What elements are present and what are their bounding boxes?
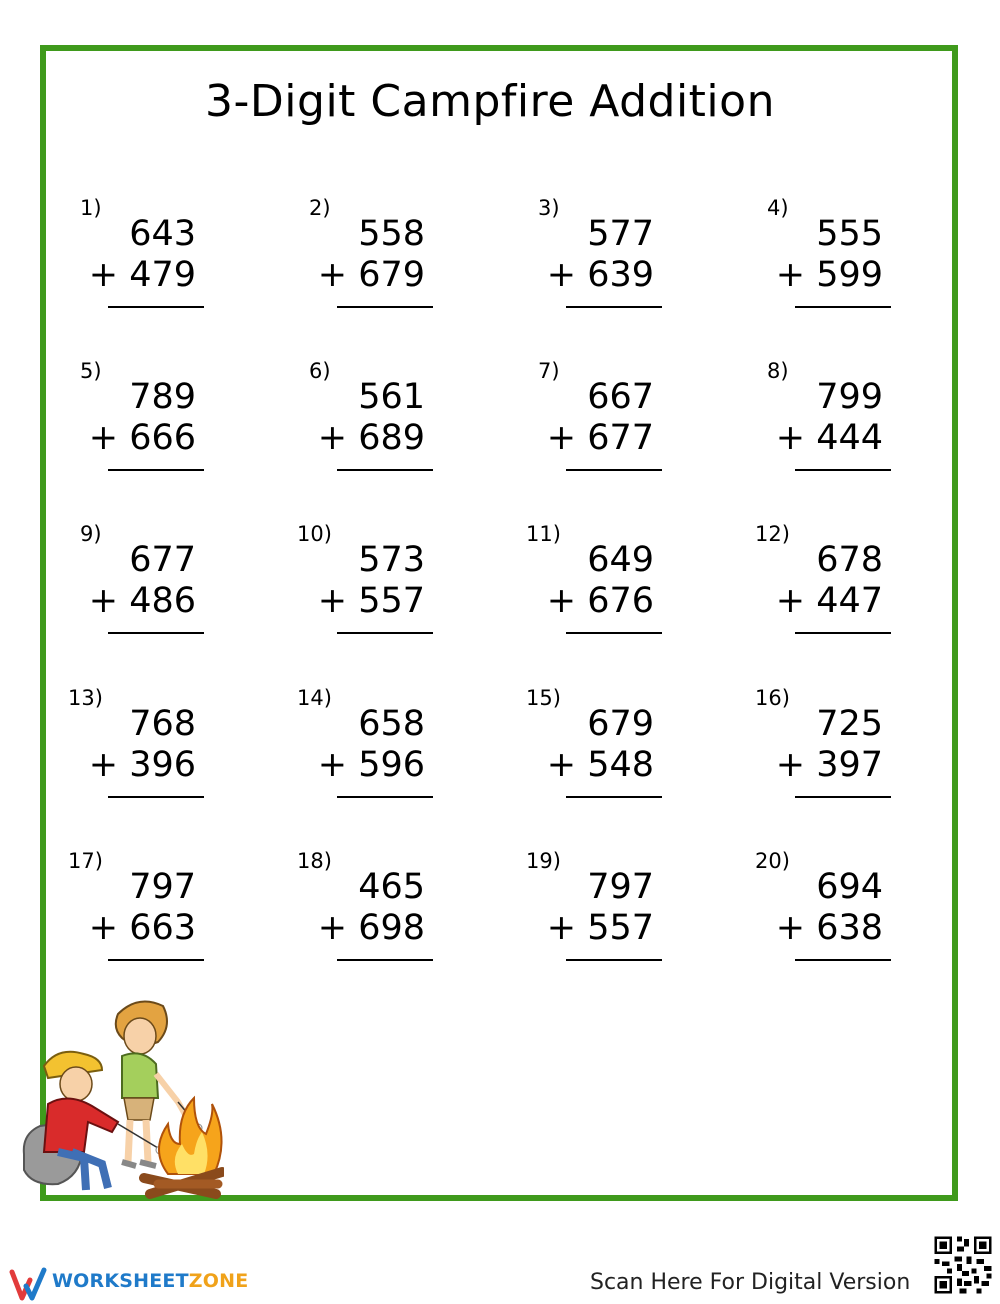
second-addend-row — [776, 745, 883, 785]
second-addend-row — [89, 255, 196, 295]
plus-operator: + — [88, 745, 119, 785]
second-addend-row — [547, 581, 654, 621]
plus-operator: + — [775, 255, 806, 295]
second-addend-row — [89, 908, 196, 948]
answer-line — [108, 796, 204, 798]
second-addend-row — [547, 745, 654, 785]
addition-problem — [80, 196, 196, 326]
second-addend: 676 — [587, 581, 654, 621]
answer-line — [566, 306, 662, 308]
problem-number: 19) — [526, 849, 561, 873]
first-addend: 649 — [587, 540, 654, 580]
answer-line — [795, 632, 891, 634]
problem-number: 11) — [526, 522, 561, 546]
problem-number: 14) — [297, 686, 332, 710]
problem-number: 20) — [755, 849, 790, 873]
addition-problem — [80, 359, 196, 489]
qr-code-icon[interactable] — [932, 1234, 994, 1296]
second-addend: 557 — [587, 908, 654, 948]
second-addend: 698 — [358, 908, 425, 948]
problem-number: 13) — [68, 686, 103, 710]
problem-number: 1) — [80, 196, 102, 220]
second-addend: 663 — [129, 908, 196, 948]
second-addend-row — [776, 255, 883, 295]
answer-line — [795, 796, 891, 798]
second-addend: 447 — [816, 581, 883, 621]
plus-operator: + — [317, 745, 348, 785]
addition-problem — [526, 849, 654, 979]
addition-problem — [538, 196, 654, 326]
addition-problem — [68, 686, 196, 816]
answer-line — [566, 632, 662, 634]
plus-operator: + — [546, 908, 577, 948]
problem-number: 2) — [309, 196, 331, 220]
second-addend-row — [89, 581, 196, 621]
second-addend: 444 — [816, 418, 883, 458]
problem-number: 4) — [767, 196, 789, 220]
addition-problem — [68, 849, 196, 979]
addition-problem — [309, 196, 425, 326]
second-addend: 396 — [129, 745, 196, 785]
first-addend: 677 — [129, 540, 196, 580]
answer-line — [108, 959, 204, 961]
first-addend: 725 — [816, 704, 883, 744]
problem-number: 18) — [297, 849, 332, 873]
first-addend: 667 — [587, 377, 654, 417]
first-addend: 797 — [129, 867, 196, 907]
answer-line — [337, 959, 433, 961]
addition-problem — [755, 849, 883, 979]
second-addend: 557 — [358, 581, 425, 621]
plus-operator: + — [775, 908, 806, 948]
problem-number: 15) — [526, 686, 561, 710]
problem-number: 9) — [80, 522, 102, 546]
second-addend-row — [776, 908, 883, 948]
plus-operator: + — [317, 255, 348, 295]
first-addend: 465 — [358, 867, 425, 907]
first-addend: 799 — [816, 377, 883, 417]
plus-operator: + — [546, 581, 577, 621]
second-addend: 638 — [816, 908, 883, 948]
first-addend: 678 — [816, 540, 883, 580]
answer-line — [566, 959, 662, 961]
first-addend: 558 — [358, 214, 425, 254]
answer-line — [337, 469, 433, 471]
first-addend: 789 — [129, 377, 196, 417]
plus-operator: + — [546, 418, 577, 458]
problem-number: 3) — [538, 196, 560, 220]
worksheet-title: 3-Digit Campfire Addition — [205, 76, 775, 127]
plus-operator: + — [88, 418, 119, 458]
addition-problem — [297, 686, 425, 816]
second-addend-row — [547, 908, 654, 948]
second-addend: 479 — [129, 255, 196, 295]
second-addend: 486 — [129, 581, 196, 621]
second-addend-row — [547, 418, 654, 458]
addition-problem — [526, 522, 654, 652]
brand-name-main: WORKSHEET — [52, 1270, 189, 1292]
answer-line — [337, 796, 433, 798]
problem-number: 17) — [68, 849, 103, 873]
second-addend: 689 — [358, 418, 425, 458]
addition-problem — [538, 359, 654, 489]
answer-line — [337, 632, 433, 634]
plus-operator: + — [317, 908, 348, 948]
second-addend: 679 — [358, 255, 425, 295]
second-addend-row — [89, 745, 196, 785]
first-addend: 658 — [358, 704, 425, 744]
plus-operator: + — [88, 255, 119, 295]
second-addend-row — [318, 418, 425, 458]
second-addend-row — [776, 418, 883, 458]
plus-operator: + — [546, 745, 577, 785]
addition-problem — [297, 522, 425, 652]
problem-number: 5) — [80, 359, 102, 383]
second-addend: 639 — [587, 255, 654, 295]
answer-line — [566, 796, 662, 798]
addition-problem — [767, 196, 883, 326]
plus-operator: + — [317, 581, 348, 621]
second-addend: 397 — [816, 745, 883, 785]
second-addend: 677 — [587, 418, 654, 458]
addition-problem — [767, 359, 883, 489]
addition-problem — [755, 522, 883, 652]
plus-operator: + — [88, 908, 119, 948]
plus-operator: + — [317, 418, 348, 458]
first-addend: 679 — [587, 704, 654, 744]
first-addend: 643 — [129, 214, 196, 254]
brand-name-accent: ZONE — [188, 1270, 249, 1292]
second-addend-row — [318, 745, 425, 785]
problem-number: 12) — [755, 522, 790, 546]
problem-number: 8) — [767, 359, 789, 383]
answer-line — [337, 306, 433, 308]
second-addend-row — [318, 581, 425, 621]
kids-campfire-illustration — [18, 994, 224, 1200]
answer-line — [795, 959, 891, 961]
plus-operator: + — [546, 255, 577, 295]
addition-problem — [309, 359, 425, 489]
addition-problem — [80, 522, 196, 652]
answer-line — [566, 469, 662, 471]
second-addend-row — [318, 908, 425, 948]
answer-line — [108, 632, 204, 634]
addition-problem — [755, 686, 883, 816]
plus-operator: + — [775, 745, 806, 785]
first-addend: 561 — [358, 377, 425, 417]
plus-operator: + — [88, 581, 119, 621]
problem-number: 16) — [755, 686, 790, 710]
first-addend: 573 — [358, 540, 425, 580]
plus-operator: + — [775, 581, 806, 621]
problem-number: 10) — [297, 522, 332, 546]
problem-number: 6) — [309, 359, 331, 383]
second-addend: 666 — [129, 418, 196, 458]
second-addend: 599 — [816, 255, 883, 295]
plus-operator: + — [775, 418, 806, 458]
answer-line — [795, 306, 891, 308]
second-addend-row — [776, 581, 883, 621]
addition-problem — [297, 849, 425, 979]
first-addend: 577 — [587, 214, 654, 254]
answer-line — [795, 469, 891, 471]
first-addend: 694 — [816, 867, 883, 907]
answer-line — [108, 306, 204, 308]
problem-number: 7) — [538, 359, 560, 383]
scan-for-digital-version-text: Scan Here For Digital Version — [590, 1270, 911, 1295]
second-addend-row — [89, 418, 196, 458]
second-addend: 548 — [587, 745, 654, 785]
brand-name[interactable] — [52, 1270, 248, 1292]
second-addend-row — [318, 255, 425, 295]
second-addend-row — [547, 255, 654, 295]
answer-line — [108, 469, 204, 471]
first-addend: 768 — [129, 704, 196, 744]
second-addend: 596 — [358, 745, 425, 785]
first-addend: 797 — [587, 867, 654, 907]
first-addend: 555 — [816, 214, 883, 254]
addition-problem — [526, 686, 654, 816]
